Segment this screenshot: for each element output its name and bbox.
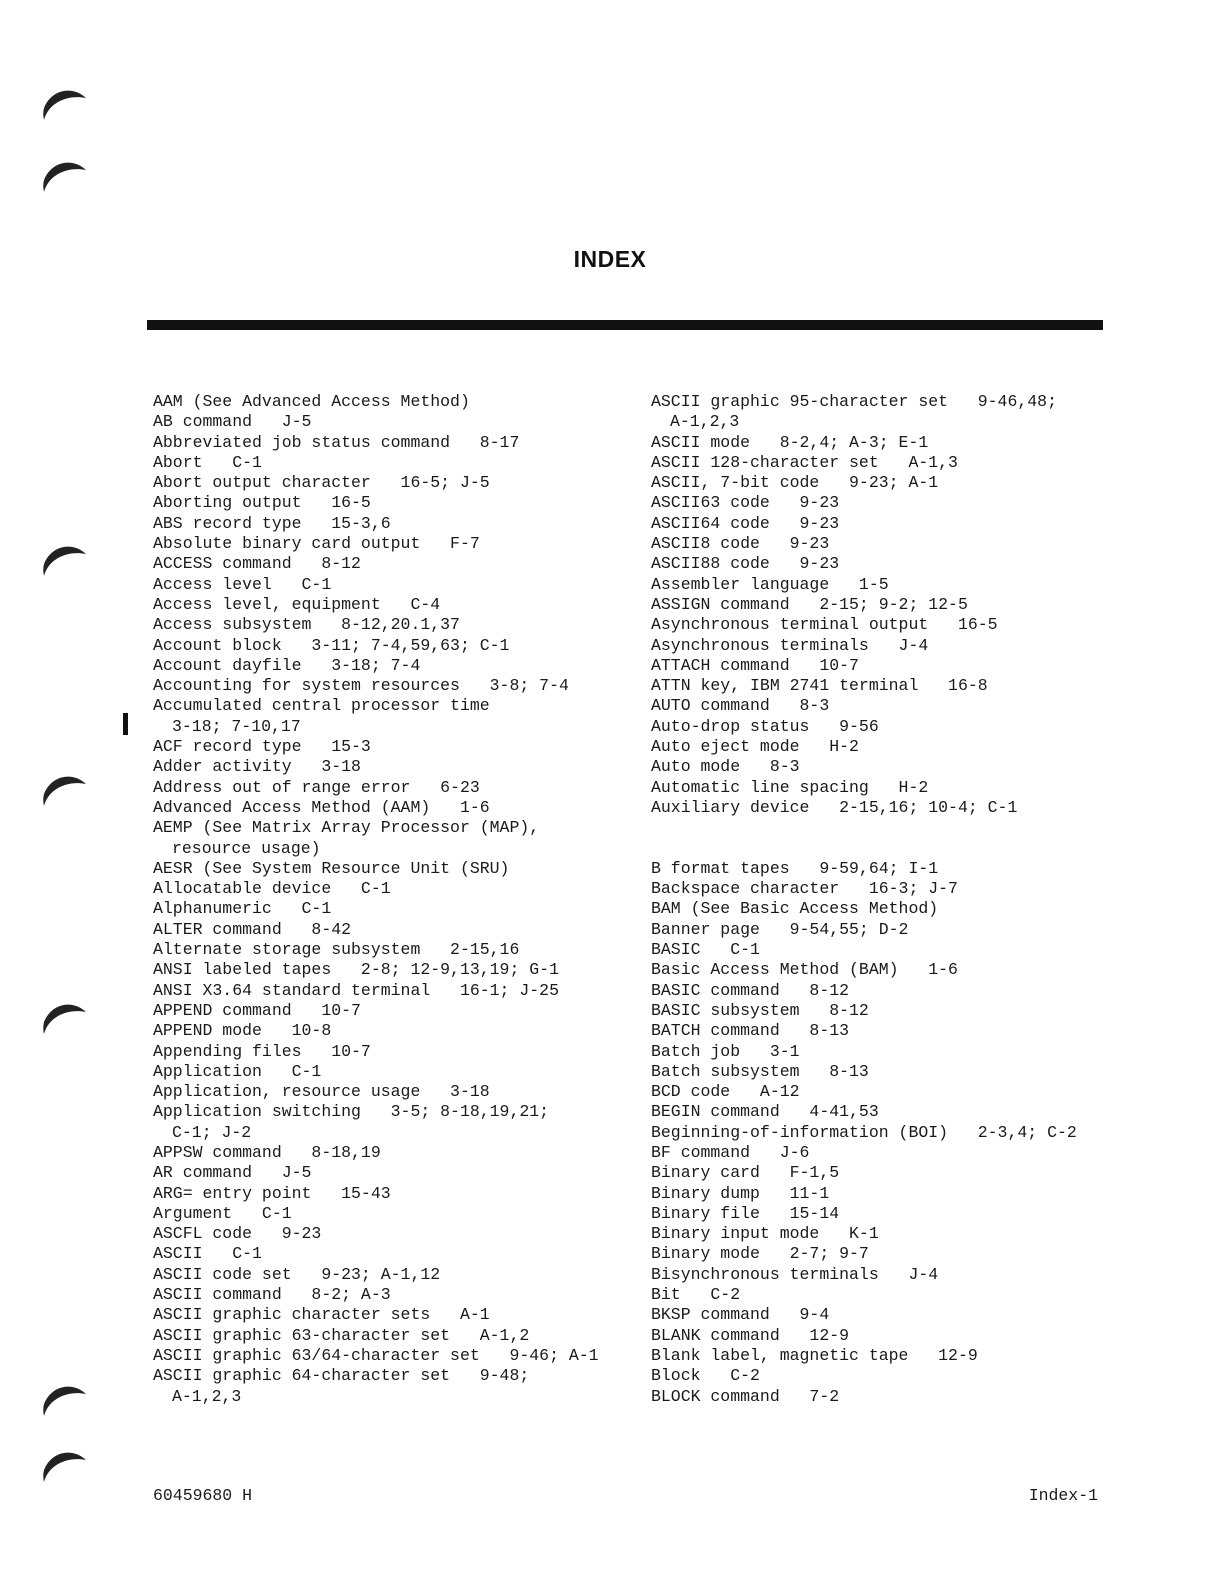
index-entry-text: Auxiliary device 2-15,16; 10-4; C-1 <box>651 797 1018 817</box>
index-entry-text: Binary mode 2-7; 9-7 <box>651 1244 869 1264</box>
index-entry-text: Application, resource usage 3-18 <box>153 1082 490 1102</box>
index-entry <box>651 575 1121 595</box>
index-entry-text: AR command J-5 <box>153 1163 312 1183</box>
index-entry <box>153 981 623 1001</box>
index-entry-text: ANSI X3.64 standard terminal 16-1; J-25 <box>153 980 559 1000</box>
index-entry-continuation: A-1,2,3 <box>172 1386 242 1406</box>
index-entry-text: AEMP (See Matrix Array Processor (MAP), <box>153 818 540 838</box>
index-entry <box>651 676 1121 696</box>
index-entry <box>651 1387 1121 1407</box>
index-entry <box>153 636 623 656</box>
index-entry-text: BASIC subsystem 8-12 <box>651 1000 869 1020</box>
index-entry-text: BF command J-6 <box>651 1142 810 1162</box>
index-entry-continuation: resource usage) <box>172 838 321 858</box>
index-entry <box>651 595 1121 615</box>
index-entry <box>153 899 623 919</box>
index-entry <box>651 554 1121 574</box>
index-entry-text: BLOCK command 7-2 <box>651 1386 840 1406</box>
index-entry-text: Alphanumeric C-1 <box>153 899 332 919</box>
index-entry <box>153 818 623 859</box>
index-entry-text: Blank label, magnetic tape 12-9 <box>651 1345 978 1365</box>
index-entry <box>651 433 1121 453</box>
index-entry-text: Asynchronous terminal output 16-5 <box>651 615 998 635</box>
index-entry <box>651 1305 1121 1325</box>
index-entry <box>153 1265 623 1285</box>
index-entry <box>651 534 1121 554</box>
index-entry <box>651 757 1121 777</box>
index-entry-text: Access level C-1 <box>153 574 332 594</box>
index-entry-text: Adder activity 3-18 <box>153 757 361 777</box>
index-entry <box>153 433 623 453</box>
index-entry-text: BASIC C-1 <box>651 940 760 960</box>
index-entry <box>651 778 1121 798</box>
index-entry-text: Batch subsystem 8-13 <box>651 1061 869 1081</box>
index-entry-text: APPEND mode 10-8 <box>153 1021 332 1041</box>
index-entry <box>153 1082 623 1102</box>
index-entry-text: Accumulated central processor time <box>153 696 490 716</box>
change-bar <box>123 713 128 735</box>
index-entry-text: BATCH command 8-13 <box>651 1021 850 1041</box>
index-entry-text: Banner page 9-54,55; D-2 <box>651 919 909 939</box>
index-entry <box>153 1346 623 1366</box>
index-entry-text: ATTN key, IBM 2741 terminal 16-8 <box>651 676 988 696</box>
index-entry <box>651 1346 1121 1366</box>
index-entry <box>153 960 623 980</box>
index-entry-text: Advanced Access Method (AAM) 1-6 <box>153 797 490 817</box>
index-entry-text: APPEND command 10-7 <box>153 1000 361 1020</box>
index-entry-text: Abort C-1 <box>153 452 262 472</box>
index-entry-text: ASCII88 code 9-23 <box>651 554 840 574</box>
index-entry-text: Beginning-of-information (BOI) 2-3,4; C-2 <box>651 1122 1077 1142</box>
doc-number: 60459680 H <box>153 1486 253 1505</box>
index-entry <box>153 656 623 676</box>
index-entry <box>153 737 623 757</box>
index-entry-text: Accounting for system resources 3-8; 7-4 <box>153 676 569 696</box>
index-entry-text: Access subsystem 8-12,20.1,37 <box>153 615 460 635</box>
binder-hole-icon <box>38 1446 90 1486</box>
index-entry <box>153 1224 623 1244</box>
index-entry <box>153 1305 623 1325</box>
index-entry <box>153 1143 623 1163</box>
index-entry <box>153 493 623 513</box>
index-entry <box>651 392 1121 433</box>
index-entry <box>651 737 1121 757</box>
index-entry <box>651 514 1121 534</box>
index-entry-continuation: 3-18; 7-10,17 <box>172 716 301 736</box>
index-column-right <box>651 392 1121 1407</box>
index-entry-text: Bit C-2 <box>651 1285 741 1305</box>
index-entry-text: Asynchronous terminals J-4 <box>651 635 929 655</box>
index-entry <box>153 514 623 534</box>
index-entry-text: ASCII graphic 64-character set 9-48; <box>153 1366 530 1386</box>
index-entry-text: ATTACH command 10-7 <box>651 655 859 675</box>
index-entry <box>651 899 1121 919</box>
index-entry-text: AESR (See System Resource Unit (SRU) <box>153 858 510 878</box>
index-entry-text: ASCII mode 8-2,4; A-3; E-1 <box>651 432 929 452</box>
index-entry-text: ASCII C-1 <box>153 1244 262 1264</box>
index-entry-text: Batch job 3-1 <box>651 1041 800 1061</box>
index-entry-text: Basic Access Method (BAM) 1-6 <box>651 960 958 980</box>
index-entry <box>651 1265 1121 1285</box>
index-entry <box>651 717 1121 737</box>
index-entry <box>651 960 1121 980</box>
index-letter-gap <box>651 818 1121 859</box>
binder-hole-icon <box>38 84 90 124</box>
index-entry <box>651 981 1121 1001</box>
index-entry-text: ASCII code set 9-23; A-1,12 <box>153 1264 441 1284</box>
index-entry <box>651 920 1121 940</box>
page-title: INDEX <box>573 246 647 272</box>
index-entry-continuation: C-1; J-2 <box>172 1122 252 1142</box>
index-entry <box>153 920 623 940</box>
index-entry-text: ASCII graphic 63-character set A-1,2 <box>153 1325 530 1345</box>
index-entry <box>651 859 1121 879</box>
index-entry-text: ASCII64 code 9-23 <box>651 513 840 533</box>
index-entry <box>651 453 1121 473</box>
index-entry-text: BLANK command 12-9 <box>651 1325 850 1345</box>
index-entry-text: Alternate storage subsystem 2-15,16 <box>153 940 520 960</box>
index-entry <box>153 798 623 818</box>
index-entry <box>153 859 623 879</box>
index-entry-text: ASCII graphic 95-character set 9-46,48; <box>651 392 1057 411</box>
index-entry <box>153 940 623 960</box>
index-entry-text: ASCII graphic 63/64-character set 9-46; A-1 <box>153 1345 599 1365</box>
index-entry-text: Account dayfile 3-18; 7-4 <box>153 655 421 675</box>
index-entry <box>153 392 623 412</box>
index-entry <box>153 453 623 473</box>
index-entry <box>651 1163 1121 1183</box>
index-entry <box>153 1326 623 1346</box>
index-entry-text: Account block 3-11; 7-4,59,63; C-1 <box>153 635 510 655</box>
index-entry-text: ARG= entry point 15-43 <box>153 1183 391 1203</box>
index-entry-text: ALTER command 8-42 <box>153 919 352 939</box>
index-entry <box>651 1001 1121 1021</box>
index-entry <box>651 1204 1121 1224</box>
binder-hole-icon <box>38 540 90 580</box>
index-entry <box>651 636 1121 656</box>
binder-hole-icon <box>38 770 90 810</box>
index-entry-text: Auto eject mode H-2 <box>651 737 859 757</box>
index-entry <box>153 757 623 777</box>
index-entry-text: ANSI labeled tapes 2-8; 12-9,13,19; G-1 <box>153 960 559 980</box>
index-entry-text: BAM (See Basic Access Method) <box>651 899 939 919</box>
index-entry <box>153 1042 623 1062</box>
index-entry-text: Access level, equipment C-4 <box>153 594 441 614</box>
index-entry-text: APPSW command 8-18,19 <box>153 1142 381 1162</box>
index-entry-text: ASCII graphic character sets A-1 <box>153 1305 490 1325</box>
index-entry <box>153 1184 623 1204</box>
index-entry <box>651 1062 1121 1082</box>
index-entry-text: BCD code A-12 <box>651 1082 800 1102</box>
index-entry <box>651 798 1121 818</box>
index-entry <box>153 1001 623 1021</box>
index-entry <box>651 1082 1121 1102</box>
index-entry <box>651 1224 1121 1244</box>
index-entry-text: Application switching 3-5; 8-18,19,21; <box>153 1102 550 1122</box>
page-number: Index-1 <box>1028 1486 1098 1505</box>
title-rule <box>147 320 1103 330</box>
index-entry <box>651 1285 1121 1305</box>
index-entry <box>153 1163 623 1183</box>
index-entry-text: Abort output character 16-5; J-5 <box>153 473 490 493</box>
index-entry-text: ACCESS command 8-12 <box>153 554 361 574</box>
index-entry <box>651 696 1121 716</box>
index-entry-text: Assembler language 1-5 <box>651 574 889 594</box>
binder-hole-icon <box>38 1380 90 1420</box>
index-entry-text: ASCII 128-character set A-1,3 <box>651 452 958 472</box>
index-entry-text: Binary file 15-14 <box>651 1203 840 1223</box>
index-entry-text: Auto-drop status 9-56 <box>651 716 879 736</box>
index-entry-text: AAM (See Advanced Access Method) <box>153 392 470 411</box>
index-entry <box>153 554 623 574</box>
index-entry <box>153 778 623 798</box>
index-entry <box>153 676 623 696</box>
index-entry <box>153 1204 623 1224</box>
index-entry <box>153 595 623 615</box>
index-column-left <box>153 392 623 1407</box>
index-entry-text: BKSP command 9-4 <box>651 1305 830 1325</box>
index-entry-text: Argument C-1 <box>153 1203 292 1223</box>
index-entry <box>153 575 623 595</box>
index-entry <box>153 412 623 432</box>
index-entry-text: Binary card F-1,5 <box>651 1163 840 1183</box>
index-entry-text: BASIC command 8-12 <box>651 980 850 1000</box>
index-entry-text: BEGIN command 4-41,53 <box>651 1102 879 1122</box>
index-entry <box>651 656 1121 676</box>
index-entry <box>651 940 1121 960</box>
index-entry-text: AUTO command 8-3 <box>651 696 830 716</box>
index-entry-text: Abbreviated job status command 8-17 <box>153 432 520 452</box>
index-entry-text: Backspace character 16-3; J-7 <box>651 879 958 899</box>
index-entry <box>651 1326 1121 1346</box>
index-entry-text: Automatic line spacing H-2 <box>651 777 929 797</box>
index-entry-continuation: A-1,2,3 <box>670 412 740 432</box>
index-entry-text: B format tapes 9-59,64; I-1 <box>651 858 939 878</box>
index-entry-text: ASCFL code 9-23 <box>153 1224 322 1244</box>
index-entry <box>651 1021 1121 1041</box>
index-entry-text: Absolute binary card output F-7 <box>153 534 480 554</box>
binder-hole-icon <box>38 156 90 196</box>
index-entry <box>153 1244 623 1264</box>
index-entry-text: Auto mode 8-3 <box>651 757 800 777</box>
index-entry <box>153 1021 623 1041</box>
index-entry <box>651 615 1121 635</box>
index-entry-text: Block C-2 <box>651 1366 760 1386</box>
index-entry-text: ASCII63 code 9-23 <box>651 493 840 513</box>
index-entry <box>651 1102 1121 1122</box>
index-entry <box>153 1102 623 1143</box>
index-entry <box>153 534 623 554</box>
index-entry-text: Aborting output 16-5 <box>153 493 371 513</box>
index-entry-text: Application C-1 <box>153 1061 322 1081</box>
index-entry <box>651 1184 1121 1204</box>
index-entry-text: Bisynchronous terminals J-4 <box>651 1264 939 1284</box>
index-entry <box>153 615 623 635</box>
index-entry-text: ASCII8 code 9-23 <box>651 534 830 554</box>
index-entry-text: AB command J-5 <box>153 412 312 432</box>
index-entry-text: Address out of range error 6-23 <box>153 777 480 797</box>
index-entry <box>651 879 1121 899</box>
index-entry-text: ASCII command 8-2; A-3 <box>153 1285 391 1305</box>
index-entry <box>651 493 1121 513</box>
index-entry <box>153 879 623 899</box>
index-entry <box>153 1366 623 1407</box>
index-entry <box>651 1143 1121 1163</box>
index-entry-text: Appending files 10-7 <box>153 1041 371 1061</box>
index-entry <box>153 696 623 737</box>
index-entry <box>651 473 1121 493</box>
index-entry-text: Binary dump 11-1 <box>651 1183 830 1203</box>
index-entry-text: ABS record type 15-3,6 <box>153 513 391 533</box>
index-entry-text: ASSIGN command 2-15; 9-2; 12-5 <box>651 594 968 614</box>
index-entry <box>153 1062 623 1082</box>
index-entry-text: Binary input mode K-1 <box>651 1224 879 1244</box>
index-entry-text: Allocatable device C-1 <box>153 879 391 899</box>
index-entry <box>651 1042 1121 1062</box>
index-entry <box>651 1244 1121 1264</box>
index-entry-text: ACF record type 15-3 <box>153 737 371 757</box>
index-entry <box>651 1123 1121 1143</box>
index-entry <box>153 473 623 493</box>
index-entry <box>153 1285 623 1305</box>
index-entry-text: ASCII, 7-bit code 9-23; A-1 <box>651 473 939 493</box>
binder-hole-icon <box>38 998 90 1038</box>
index-entry <box>651 1366 1121 1386</box>
